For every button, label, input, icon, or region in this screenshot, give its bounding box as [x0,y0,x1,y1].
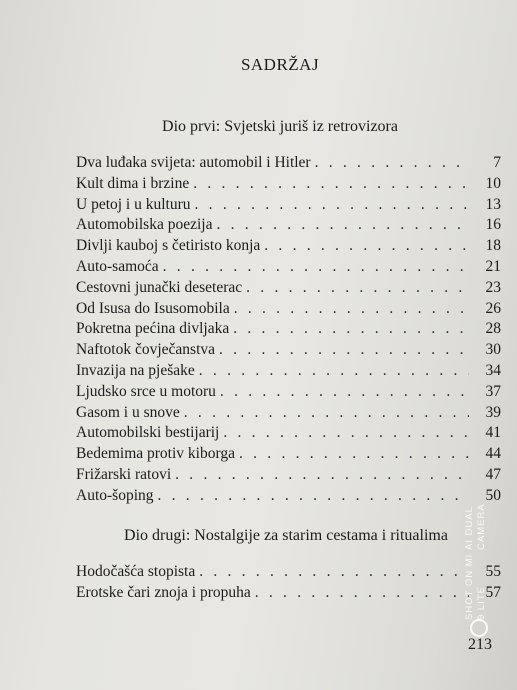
toc-entry [76,300,501,321]
toc-entry-title: Pokretna pećina divljaka [76,320,230,338]
toc-leader-dots [184,404,469,422]
toc-entry-title: Divlji kauboj s četiristo konja [76,237,261,255]
toc-entry-title: Automobilska poezija [76,216,213,234]
toc-entry [76,216,501,237]
page-number: 213 [468,636,492,653]
toc-entry-page: 16 [485,216,501,234]
toc-entry-page: 37 [485,382,501,400]
toc-entry-page: 18 [485,237,501,255]
toc-entry-page: 23 [485,278,501,296]
toc-entry-title: Od Isusa do Isusomobila [76,299,230,317]
toc-entry-title: Automobilski bestijarij [76,424,220,442]
toc-leader-dots [315,154,469,172]
toc-entry [76,466,501,487]
toc-entry-title: Frižarski ratovi [76,466,172,483]
toc-leader-dots [219,341,469,359]
toc-entry-title: Bedemima protiv kiborga [76,445,235,463]
toc-entry-title: Auto-samoća [76,258,159,275]
toc-leader-dots [193,175,469,193]
toc-entry-title: Erotske čari znoja i propuha [76,583,251,601]
toc-entry [76,445,501,466]
toc-entry-title: Ljudsko srce u motoru [76,382,216,400]
toc-entry-page: 28 [485,320,501,338]
toc-entry-page: 10 [485,174,501,192]
toc-entry [76,424,501,445]
toc-entry-page: 41 [485,424,501,442]
toc-entry-page: 44 [485,445,501,463]
toc-leader-dots [246,279,469,297]
toc-entry [76,237,501,258]
toc-entry-title: Kult dima i brzine [76,174,190,192]
toc-entry [76,362,501,383]
toc-leader-dots [255,584,469,602]
toc-entry-page: 50 [485,486,501,504]
toc-entry [76,487,501,508]
toc-entry-page: 21 [485,258,501,275]
toc-leader-dots [175,466,469,484]
toc-leader-dots [233,320,469,338]
toc-entry [76,404,501,425]
toc-entry [76,563,501,584]
toc-leader-dots [199,563,469,581]
toc-entry [76,196,501,217]
toc-entry-page: 57 [485,583,501,601]
toc-entry [76,154,501,175]
toc-entry-page: 47 [485,466,501,483]
toc-entry-title: Naftotok čovječanstva [76,341,216,359]
camera-watermark [464,490,496,620]
part-one-heading: Dio prvi: Svjetski juriš iz retrovizora [162,118,398,135]
toc-leader-dots [158,487,470,505]
toc-entry [76,383,501,404]
toc-leader-dots [195,196,469,214]
watermark-line-2: AI DUAL CAMERA [464,503,487,551]
toc-entry-title: Gasom i u snove [76,403,180,421]
toc-entry-page: 55 [485,563,501,580]
toc-entry-title: Dva luđaka svijeta: automobil i Hitler [76,154,311,171]
watermark-line-1: SHOT ON MI 9 LITE [464,553,487,620]
toc-leader-dots [264,237,469,255]
toc-leader-dots [163,258,469,276]
toc-leader-dots [199,362,469,380]
toc-entry [76,320,501,341]
toc-leader-dots [216,216,469,234]
toc-entry-page: 26 [485,299,501,317]
page-title: SADRŽAJ [240,55,320,74]
camera-ring-icon [470,619,488,637]
part-two-heading: Dio drugi: Nostalgije za starim cestama i ritualima [124,527,448,544]
toc-entry [76,175,501,196]
toc-leader-dots [223,424,469,442]
toc-entry-page: 39 [485,403,501,421]
toc-entry-title: Invazija na pješake [76,362,195,379]
toc-entry-page: 7 [493,154,501,171]
toc-entry-page: 30 [485,341,501,359]
toc-leader-dots [220,383,469,401]
toc-entry [76,279,501,300]
toc-entry [76,584,501,605]
toc-entry-page: 34 [485,362,501,379]
toc-entry-title: Auto-šoping [76,486,154,504]
toc-entry-page: 13 [485,195,501,213]
toc-entry-title: Hodočašća stopista [76,563,196,580]
toc-leader-dots [239,445,469,463]
toc-entry-title: U petoj i u kulturu [76,195,191,213]
toc-entry-title: Cestovni junački deseterac [76,278,243,296]
toc-entry [76,258,501,279]
toc-leader-dots [234,300,469,318]
toc-entry [76,341,501,362]
